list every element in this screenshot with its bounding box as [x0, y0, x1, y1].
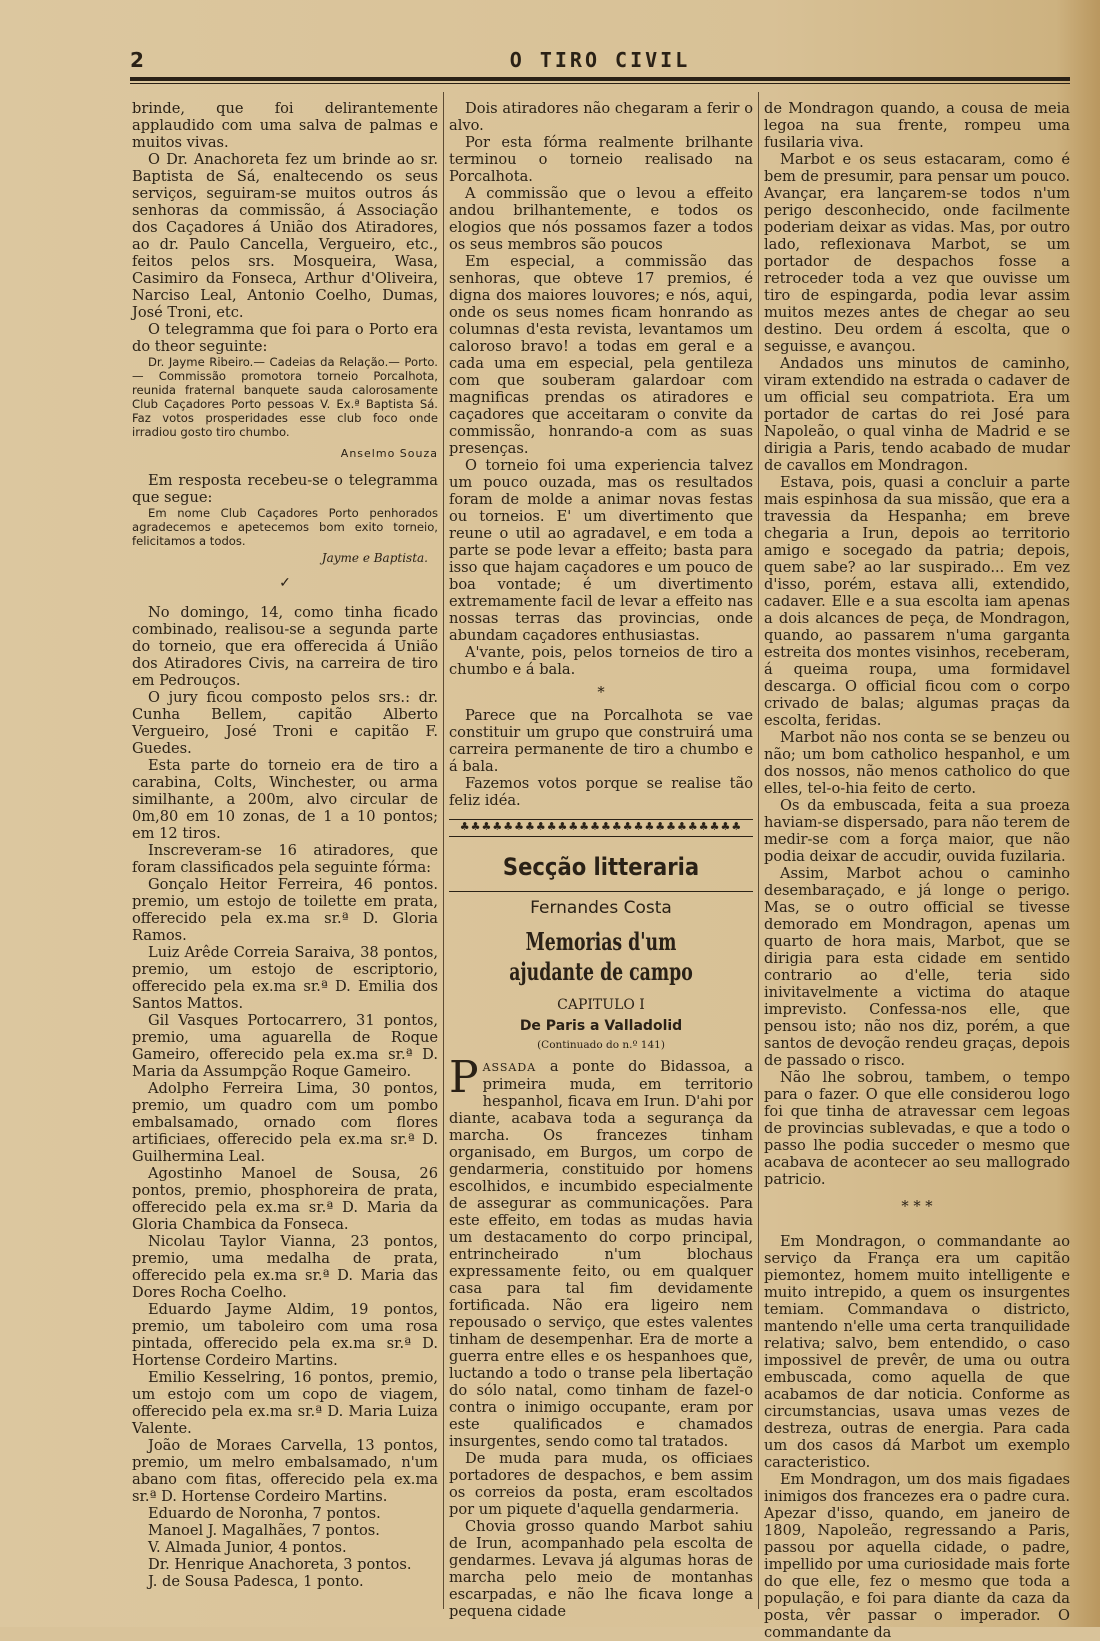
column-2 — [449, 100, 753, 1620]
paragraph: A commissão que o levou a effeito andou brilhantemente, e todos os elogios que nós possamos fazer a todos os seus membros são poucos — [449, 185, 753, 253]
separator-stars: * * * — [901, 1198, 933, 1215]
paragraph: de Mondragon quando, a cousa de meia legoa na sua frente, rompeu uma fusilaria viva. — [764, 100, 1070, 151]
chapter-heading: CAPITULO I — [557, 997, 645, 1013]
result-entry: Eduardo Jayme Aldim, 19 pontos, premio, um taboleiro com uma rosa pintada, offerecido pela ex.ma sr.ª D. Hortense Cordeiro Martins. — [132, 1301, 438, 1369]
result-entry: V. Almada Junior, 4 pontos. — [148, 1539, 347, 1556]
result-entry: Gonçalo Heitor Ferreira, 46 pontos. premio, um estojo de toilette em prata, offerecido pela ex.ma sr.ª D. Gloria Ramos. — [132, 876, 438, 944]
telegram-text: Em nome Club Caçadores Porto penhorados agradecemos e apetecemos bom exito torneio, felicitamos a todos. — [132, 506, 438, 548]
header-rule-thick — [130, 77, 1070, 81]
paragraph: Em Mondragon, um dos mais figadaes inimigos dos francezes era o padre cura. Apezar d'isso, quando, em janeiro de 1809, Napoleão, regressando a Paris, passou por aquella cidade, o padre, impellido por uma curiosidade mais forte do que elle, fez o mesmo que toda a população, e foi para diante da caza da posta, vêr passar o imperador. O commandante da — [764, 1471, 1070, 1641]
column-divider — [443, 92, 444, 1609]
paragraph: No domingo, 14, como tinha ficado combinado, realisou-se a segunda parte do torneio, que era offerecida á União dos Atiradores Civis, na carreira de tiro em Pedrouços. — [132, 604, 438, 689]
column-divider — [758, 92, 759, 1609]
result-entry: Emilio Kesselring, 16 pontos, premio, um estojo com um copo de viagem, offerecido pela ex.ma sr.ª D. Maria Luiza Valente. — [132, 1369, 438, 1437]
paragraph: Assim, Marbot achou o caminho desembaraçado, e já longe o perigo. Mas, se o outro official se tivesse demorado em Mondragon, apenas um quarto de hora mais, Marbot, que se dirigia para esta cidade em sentido contrario ao d'elle, teria sido inivitavelmente a victima do ataque imprevisto. Confessa-nos elle, que pensou isto; não nos diz, porém, a que santos de devoção rendeu graças, depois de passado o risco. — [764, 865, 1070, 1069]
paragraph: Marbot e os seus estacaram, como é bem de presumir, para pensar um pouco. Avançar, era lançarem-se todos n'um perigo desconhecido, onde facilmente poderiam deixar as vidas. Mas, por outro lado, reflexionava Marbot, se um portador de despachos fosse a retroceder toda a vez que ouvisse um tiro de espingarda, podia levar assim muitos mezes antes de chegar ao seu destino. Deu ordem á escolta, que o seguisse, e avançou. — [764, 151, 1070, 355]
result-entry: Agostinho Manoel de Sousa, 26 pontos, premio, phosphoreira de prata, offerecido pela ex.ma sr.ª D. Maria da Gloria Chambica da Fonseca. — [132, 1165, 438, 1233]
paragraph: Por esta fórma realmente brilhante terminou o torneio realisado na Porcalhota. — [449, 134, 753, 185]
paragraph: Marbot não nos conta se se benzeu ou não; um bom catholico hespanhol, e um dos nossos, não menos catholico do que elles, tel-o-hia feito de certo. — [764, 729, 1070, 797]
paragraph: O Dr. Anachoreta fez um brinde ao sr. Baptista de Sá, enaltecendo os seus serviços, seguiram-se muitos outros ás senhoras da commissão, á Associação dos Caçadores á União dos Atiradores, ao dr. Paulo Cancella, Vergueiro, etc., feitos pelos srs. Mosqueira, Wasa, Casimiro da Fonseca, Arthur d'Oliveira, Narciso Leal, Antonio Coelho, Dumas, José Troni, etc. — [132, 151, 438, 321]
paragraph: Em resposta recebeu-se o telegramma que segue: — [132, 472, 438, 506]
divider — [449, 891, 753, 892]
separator-mark: ✓ — [279, 575, 291, 591]
drop-cap: P — [449, 1052, 479, 1103]
result-entry: Manoel J. Magalhães, 7 pontos. — [148, 1522, 380, 1539]
author-name: Fernandes Costa — [530, 898, 672, 918]
ornament-border — [449, 819, 753, 837]
section-title: Secção litteraria — [502, 853, 700, 881]
paragraph: Estava, pois, quasi a concluir a parte mais espinhosa da sua missão, que era a travessia da Hespanha; em breve chegaria a Irun, depois ao territorio amigo e socegado da patria; depois, quem sabe? ao lar suspirado... Em vez d'isso, porém, estava alli, extendido, cadaver. Elle e a sua escolta iam apenas a dois alcances de peça, de Mondragon, quando, ao passarem n'uma garganta estreita dos montes visinhos, receberam, á queima roupa, uma formidavel descarga. O official ficou com o corpo crivado de balas; algumas praças da escolta, feridas. — [764, 474, 1070, 729]
separator-star: * — [597, 684, 605, 701]
result-entry: João de Moraes Carvella, 13 pontos, premio, um melro embalsamado, n'um abano com fitas, offerecido pela ex.ma sr.ª D. Hortense Cordeiro Martins. — [132, 1437, 438, 1505]
paragraph: A'vante, pois, pelos torneios de tiro a chumbo e á bala. — [449, 644, 753, 678]
paragraph: Parece que na Porcalhota se vae constituir um grupo que construirá uma carreira permanente de tiro a chumbo e á bala. — [449, 707, 753, 775]
telegram-text: Dr. Jayme Ribeiro.— Cadeias da Relação.— Porto.— Commissão promotora torneio Porcalhota, reunida fraternal banquete sauda calorosamente Club Caçadores Porto pessoas V. Ex.ª Baptista Sá. Faz votos prosperidades esse club foco onde irradiou gosto tiro chumbo. — [132, 355, 438, 439]
result-entry: Eduardo de Noronha, 7 pontos. — [148, 1505, 381, 1522]
paragraph: Inscreveram-se 16 atiradores, que foram classificados pela seguinte fórma: — [132, 842, 438, 876]
column-1 — [132, 100, 438, 1590]
result-entry: Gil Vasques Portocarrero, 31 pontos, premio, uma aguarella de Roque Gameiro, offerecido pela ex.ma sr.ª D. Maria da Assumpção Roque Gameiro. — [132, 1012, 438, 1080]
paragraph: Não lhe sobrou, tambem, o tempo para o fazer. O que elle considerou logo foi que tinha de atravessar cem legoas de provincias sublevadas, e que a todo o passo lhe podia succeder o mesmo que acabava de acontecer ao seu mallogrado patricio. — [764, 1069, 1070, 1188]
paragraph: Em especial, a commissão das senhoras, que obteve 17 premios, é digna dos maiores louvores; e nós, aqui, onde os seus nomes ficam honrando as columnas d'esta revista, levantamos um caloroso bravo! a todas em geral e a cada uma em especial, pela gentileza com que souberam galardoar com magnificas prendas os atiradores e caçadores que acceitaram o convite da commissão, honrando-a com as suas presenças. — [449, 253, 753, 457]
paragraph: De muda para muda, os officiaes portadores de despachos, e bem assim os correios da posta, eram escoltados por um piquete d'aquella gendarmeria. — [449, 1450, 753, 1518]
telegram-signature: Anselmo Souza — [340, 447, 438, 460]
continued-note: (Continuado do n.º 141) — [537, 1039, 665, 1051]
newspaper-title: O TIRO CIVIL — [509, 48, 691, 72]
paragraph: Andados uns minutos de caminho, viram extendido na estrada o cadaver de um official seu compatriota. Era um portador de cartas do rei José para Napoleão, o qual vinha de Madrid e se dirigia a Paris, tendo acabado de mudar de cavallos em Mondragon. — [764, 355, 1070, 474]
paragraph: Em Mondragon, o commandante ao serviço da França era um capitão piemontez, homem muito intelligente e muito intrepido, a quem os insurgentes temiam. Commandava o districto, mantendo n'elle uma certa tranquilidade relativa; salvo, bem entendido, o caso impossivel de prevêr, de uma ou outra embuscada, como aquella de que acabamos de dar noticia. Conforme as circumstancias, usava umas vezes de destreza, outras de energia. Para cada um dos casos dá Marbot um exemplo caracteristico. — [764, 1233, 1070, 1471]
result-entry: Dr. Henrique Anachoreta, 3 pontos. — [148, 1556, 412, 1573]
paragraph: O jury ficou composto pelos srs.: dr. Cunha Bellem, capitão Alberto Vergueiro, José Troni e capitão F. Guedes. — [132, 689, 438, 757]
ornament-glyphs: ♣♣♣♣♣♣♣♣♣♣♣♣♣♣♣♣♣♣♣♣♣♣♣♣♣♣ — [459, 820, 743, 833]
paragraph: Chovia grosso quando Marbot sahiu de Irun, acompanhado pela escolta de gendarmes. Levava já algumas horas de marcha pelo meio de montanhas escarpadas, e não lhe ficava longe a pequena cidade — [449, 1518, 753, 1620]
work-title: Memorias d'um ajudante de campo — [509, 927, 693, 986]
paragraph: Dois atiradores não chegaram a ferir o alvo. — [449, 100, 753, 134]
result-entry: J. de Sousa Padesca, 1 ponto. — [148, 1573, 364, 1590]
chapter-subtitle: De Paris a Valladolid — [519, 1018, 683, 1034]
paragraph: brinde, que foi delirantemente applaudido com uma salva de palmas e muitos vivas. — [132, 100, 438, 151]
paragraph: Os da embuscada, feita a sua proeza haviam-se dispersado, para não terem de medir-se com a força maior, que não podia deixar de accudir, ouvida fuzilaria. — [764, 797, 1070, 865]
paragraph: Esta parte do torneio era de tiro a carabina, Colts, Winchester, ou arma similhante, a 200m, alvo circular de 0m,80 em 10 zonas, de 1 a 10 pontos; em 12 tiros. — [132, 757, 438, 842]
result-entry: Nicolau Taylor Vianna, 23 pontos, premio, uma medalha de prata, offerecido pela ex.ma sr.ª D. Maria das Dores Rocha Coelho. — [132, 1233, 438, 1301]
paragraph: O telegramma que foi para o Porto era do theor seguinte: — [132, 321, 438, 355]
paragraph: O torneio foi uma experiencia talvez um pouco ouzada, mas os resultados foram de molde a animar novas festas ou torneios. E' um divertimento que reune o util ao agradavel, e em toda a parte se pode levar a effeito; basta para isso que hajam caçadores e um pouco de boa vontade; é um divertimento extremamente facil de levar a effeito nas nossas terras das provincias, onde abundam caçadores enthusiastas. — [449, 457, 753, 644]
paragraph — [449, 1052, 753, 1450]
result-entry: Luiz Arêde Correia Saraiva, 38 pontos, premio, um estojo de escriptorio, offerecido pela ex.ma sr.ª D. Emilia dos Santos Mattos. — [132, 944, 438, 1012]
paragraph: Fazemos votos porque se realise tão feliz idéa. — [449, 775, 753, 809]
paragraph-text: a ponte do Bidassoa, a primeira muda, em territorio hespanhol, ficava em Irun. D'ahi por diante, acabava toda a segurança da marcha. Os francezes tinham organisado, em Burgos, um corpo de gendarmeria, constituido por homens escolhidos, e incumbido especialmente de assegurar as communicações. Para este effeito, em todas as mudas havia um destacamento do corpo principal, entrincheirado n'um blochaus expressamente feito, ou em qualquer casa para tal fim devidamente fortificada. Não era ligeiro nem repousado o serviço, que estes valentes tinham de desempenhar. Era de morte a guerra entre elles e os hespanhoes que, luctando a todo o transe pela libertação do sólo natal, como tinham de fazel-o contra o inimigo occupante, eram por este qualificados e chamados insurgentes, sendo como tal tratados. — [449, 1058, 753, 1450]
header-rule-thin — [130, 83, 1070, 84]
column-3 — [764, 100, 1070, 1641]
page-number: 2 — [130, 48, 144, 72]
lead-word: ASSADA — [482, 1061, 537, 1074]
telegram-signature: Jayme e Baptista. — [321, 551, 428, 565]
page-header — [130, 46, 1070, 76]
result-entry: Adolpho Ferreira Lima, 30 pontos, premio, um quadro com um pombo embalsamado, ornado com flores artificiaes, offerecido pela ex.ma sr.ª D. Guilhermina Leal. — [132, 1080, 438, 1165]
